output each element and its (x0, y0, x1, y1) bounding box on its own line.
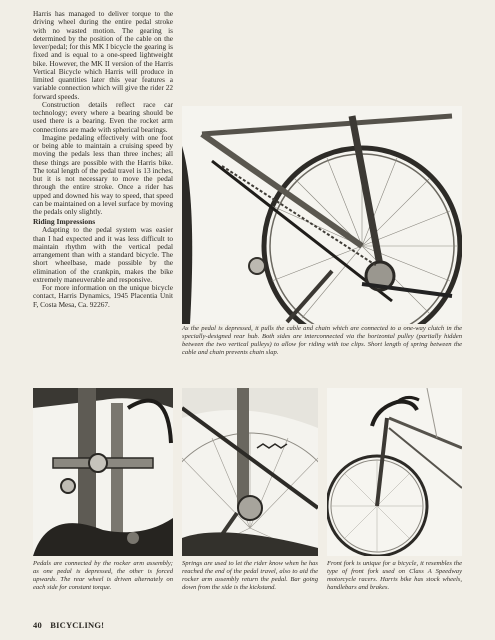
page-number: 40 (33, 620, 42, 630)
article-text-column (33, 10, 173, 309)
photo-front-fork (327, 388, 462, 556)
main-photo-caption: As the pedal is depressed, it pulls the cable and chain which are connected to a one-way clutch in the specially-designed rear hub. Both sides are interconnected via the horizontal pulley (partially hidden between the two vertical pulleys) to allow for riding with toe clips. Short length of spring between the cable and chain prevents chain slap. (182, 325, 462, 356)
section-heading: Riding Impressions (33, 217, 96, 227)
photo-rocker-arm (33, 388, 173, 556)
springs-caption: Springs are used to let the rider know when he has reached the end of the pedal travel, also to aid the rocker arm assembly return the pedal. Bar going down from the side is the kickstand. (182, 560, 318, 591)
page-footer (33, 620, 104, 630)
article-paragraph: Imagine pedaling effectively with one foot or being able to maintain a cruising speed by moving the pedals less than three inches; all these things are possible with the Harris bike. The total length of the pedal travel is 13 inches, but it is not necessary to move the pedal through the entire stroke. Once a rider has upped and downed his way to speed, that speed can be maintained on a level surface by moving the pedals only slightly. (33, 132, 173, 216)
article-paragraph: For more information on the unique bicycle contact, Harris Dynamics, 1945 Placentia Unit F, Costa Mesa, Ca. 92267. (33, 283, 173, 309)
front-fork-caption: Front fork is unique for a bicycle, it resembles the type of front fork used on Class A Speedway motorcycle racers. Harris bike has stock wheels, handlebars and brakes. (327, 560, 462, 591)
magazine-name: BICYCLING! (50, 620, 105, 630)
main-photo-rear-wheel-pulley (182, 106, 462, 324)
photo-springs (182, 388, 318, 556)
article-paragraph: Adapting to the pedal system was easier than I had expected and it was less difficult to maintain rhythm with the vertical pedal arrangement than with a standard bicycle. The short wheelbase, made possible by the elimination of the crankpin, makes the bike extremely maneuverable and responsive. (33, 225, 173, 284)
article-paragraph: Construction details reflect race car technology; every where a bearing should be used there is a bearing. Even the rocket arm connections are made with spherical bearings. (33, 99, 173, 134)
rocker-arm-caption: Pedals are connected by the rocker arm assembly; as one pedal is depressed, the other is forced upwards. The rear wheel is driven alternately on each side for constant torque. (33, 560, 173, 591)
article-paragraph: Harris has managed to deliver torque to the driving wheel during the entire pedal stroke with no wasted motion. The gearing is determined by the position of the cable on the lever/pedal; for this MK I bicycle the gearing is fixed and is equal to a one-speed lightweight bike. However, the MK II version of the Harris Vertical Bicycle which Harris will produce in limited quantities later this year features a variable connection which will give the rider 22 forward speeds. (33, 9, 174, 101)
